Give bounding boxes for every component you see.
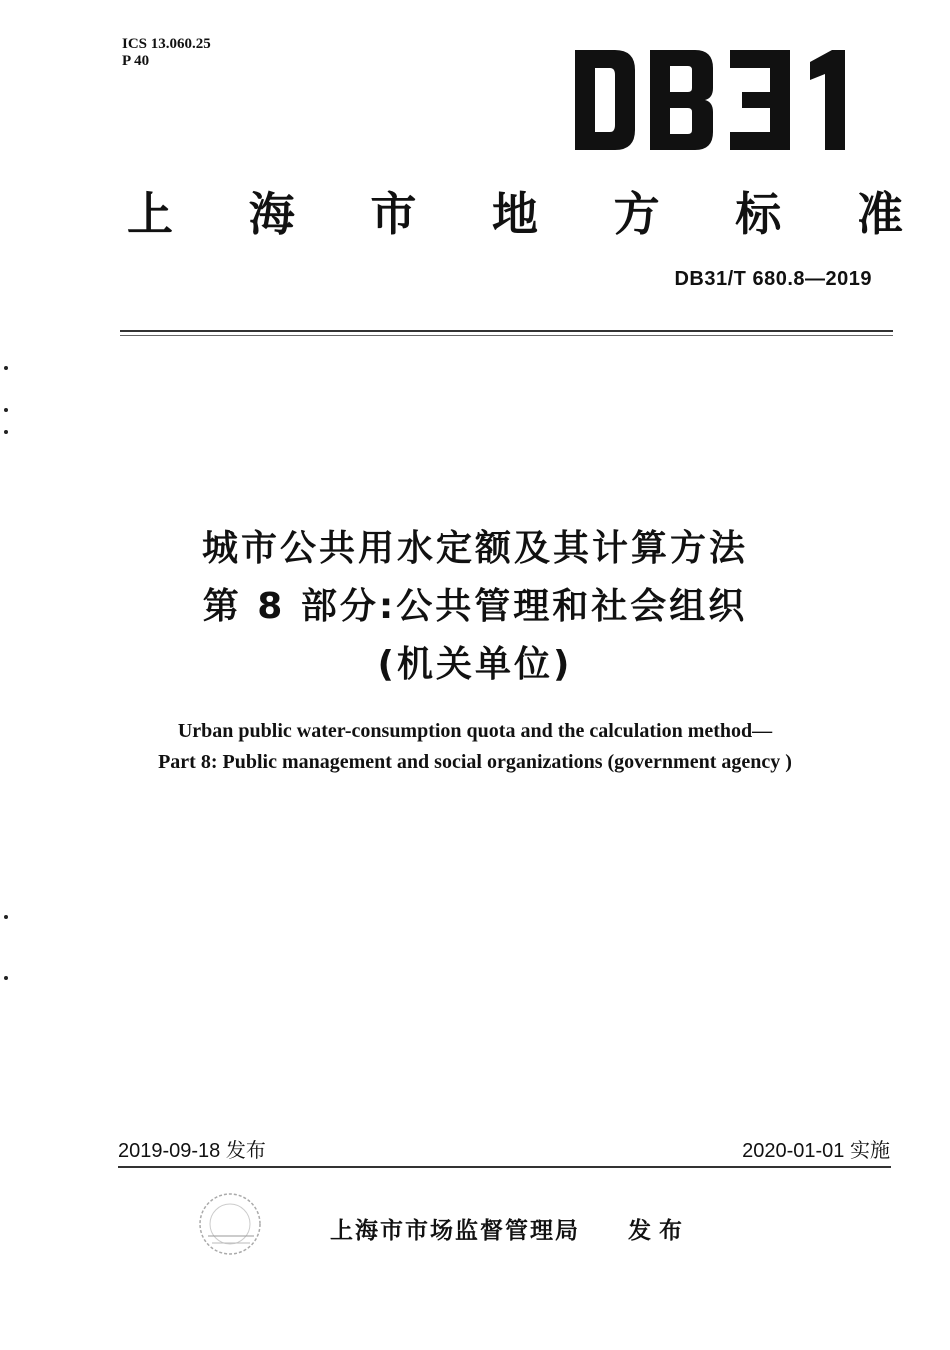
zh-title-line1: 城市公共用水定额及其计算方法: [201, 528, 748, 569]
scan-speck: [4, 915, 8, 919]
standard-type-char: 地: [491, 187, 538, 241]
implement-date: 2020-01-01 实施: [742, 1140, 890, 1162]
classification-code: P 40: [122, 53, 150, 69]
scan-speck: [4, 408, 8, 412]
db31-logo: [570, 40, 870, 160]
en-title-line2: Part 8: Public management and social organizations (government agency ): [158, 751, 792, 773]
standard-type-char: 方: [613, 187, 660, 241]
issuing-authority: 上海市市场监督管理局: [330, 1218, 580, 1244]
standard-type-title: [120, 178, 910, 244]
standard-type-char: 准: [856, 187, 903, 241]
scan-speck: [4, 430, 8, 434]
zh-title-line3: (机关单位): [377, 644, 573, 685]
stamp-seal: [190, 1188, 270, 1263]
ics-block: [122, 36, 211, 70]
en-title-line1: Urban public water-consumption quota and the calculation method—: [177, 720, 773, 742]
header-divider: [120, 330, 893, 332]
publish-date: 2019-09-18 发布: [118, 1140, 266, 1162]
standard-number: DB31/T 680.8—2019: [674, 268, 872, 290]
header-divider-thin: [120, 335, 893, 336]
standard-type-char: 标: [735, 187, 782, 241]
issue-label: 发布: [628, 1218, 690, 1244]
scan-speck: [4, 366, 8, 370]
zh-title-line2: 第 8 部分:公共管理和社会组织: [202, 586, 748, 627]
footer-divider: [118, 1166, 891, 1168]
ics-code: ICS 13.060.25: [122, 36, 211, 52]
standard-type-char: 海: [248, 187, 295, 241]
standard-type-char: 市: [370, 187, 417, 241]
standard-type-char: 上: [127, 187, 173, 241]
scan-speck: [4, 976, 8, 980]
